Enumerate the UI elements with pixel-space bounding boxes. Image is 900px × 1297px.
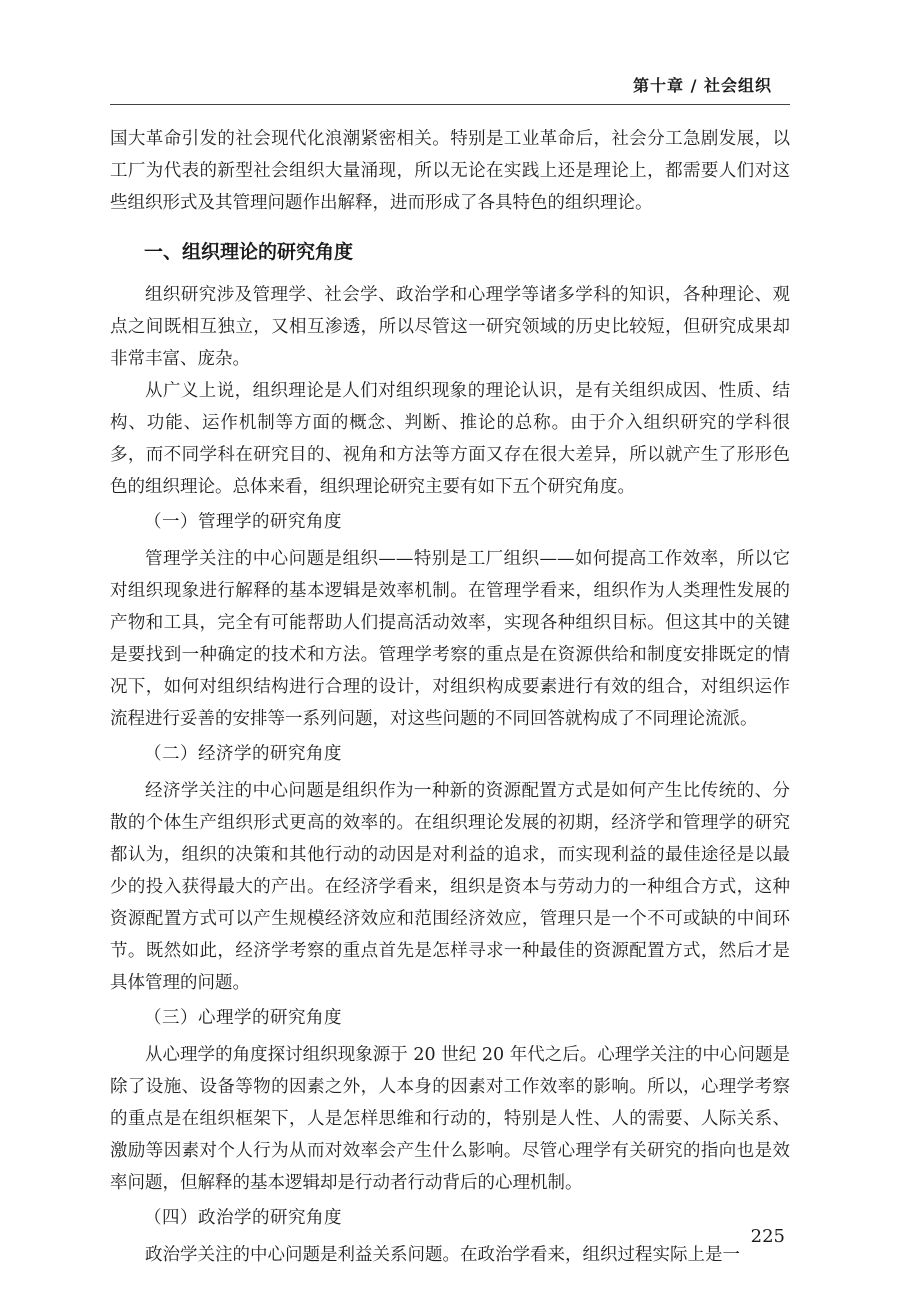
management-paragraph: 管理学关注的中心问题是组织——特别是工厂组织——如何提高工作效率，所以它对组织现象进行解释的基本逻辑是效率机制。在管理学看来，组织作为人类理性发展的产物和工具，完全有可能帮助人们提高活动效率，实现各种组织目标。但这其中的关键是要找到一种确定的技术和方法。管理学考察的重点是在资源供给和制度安排既定的情况下，如何对组织结构进行合理的设计，对组织构成要素进行有效的组合，对组织运作流程进行妥善的安排等一系列问题，对这些问题的不同回答就构成了不同理论流派。: [110, 549, 790, 729]
running-header: 第十章 / 社会组织: [633, 76, 772, 95]
section1-paragraph-1: 组织研究涉及管理学、社会学、政治学和心理学等诸多学科的知识，各种理论、观点之间既相互独立，又相互渗透，所以尽管这一研究领域的历史比较短，但研究成果却非常丰富、庞杂。: [110, 285, 790, 369]
section1-paragraph-2: 从广义上说，组织理论是人们对组织现象的理论认识，是有关组织成因、性质、结构、功能、运作机制等方面的概念、判断、推论的总称。由于介入组织研究的学科很多，而不同学科在研究目的、视角和方法等方面又存在很大差异，所以就产生了形形色色的组织理论。总体来看，组织理论研究主要有如下五个研究角度。: [110, 381, 790, 497]
intro-paragraph: 国大革命引发的社会现代化浪潮紧密相关。特别是工业革命后，社会分工急剧发展，以工厂为代表的新型社会组织大量涌现，所以无论在实践上还是理论上，都需要人们对这些组织形式及其管理问题作出解释，进而形成了各具特色的组织理论。: [110, 129, 790, 213]
subsection-heading-psychology: （三）心理学的研究角度: [144, 1008, 342, 1028]
section-heading-1: 一、组织理论的研究角度: [144, 241, 354, 263]
header-rule: [110, 104, 790, 105]
psychology-paragraph: 从心理学的角度探讨组织现象源于 20 世纪 20 年代之后。心理学关注的中心问题是除了设施、设备等物的因素之外，人本身的因素对工作效率的影响。所以，心理学考察的重点是在组织框架下，人是怎样思维和行动的，特别是人性、人的需要、人际关系、激励等因素对个人行为从而对效率会产生什么影响。尽管心理学有关研究的指向也是效率问题，但解释的基本逻辑却是行动者行动背后的心理机制。: [110, 1045, 790, 1193]
page-number: 225: [750, 1226, 785, 1247]
subsection-heading-economics: （二）经济学的研究角度: [144, 744, 342, 764]
subsection-heading-management: （一）管理学的研究角度: [144, 512, 342, 532]
page-body: [110, 123, 790, 1271]
subsection-heading-politics: （四）政治学的研究角度: [144, 1208, 342, 1228]
economics-paragraph: 经济学关注的中心问题是组织作为一种新的资源配置方式是如何产生比传统的、分散的个体生产组织形式更高的效率的。在组织理论发展的初期，经济学和管理学的研究都认为，组织的决策和其他行动的动因是对利益的追求，而实现利益的最佳途径是以最少的投入获得最大的产出。在经济学看来，组织是资本与劳动力的一种组合方式，这种资源配置方式可以产生规模经济效应和范围经济效应，管理只是一个不可或缺的中间环节。既然如此，经济学考察的重点首先是怎样寻求一种最佳的资源配置方式，然后才是具体管理的问题。: [110, 781, 790, 993]
politics-paragraph: 政治学关注的中心问题是利益关系问题。在政治学看来，组织过程实际上是一: [145, 1245, 740, 1265]
